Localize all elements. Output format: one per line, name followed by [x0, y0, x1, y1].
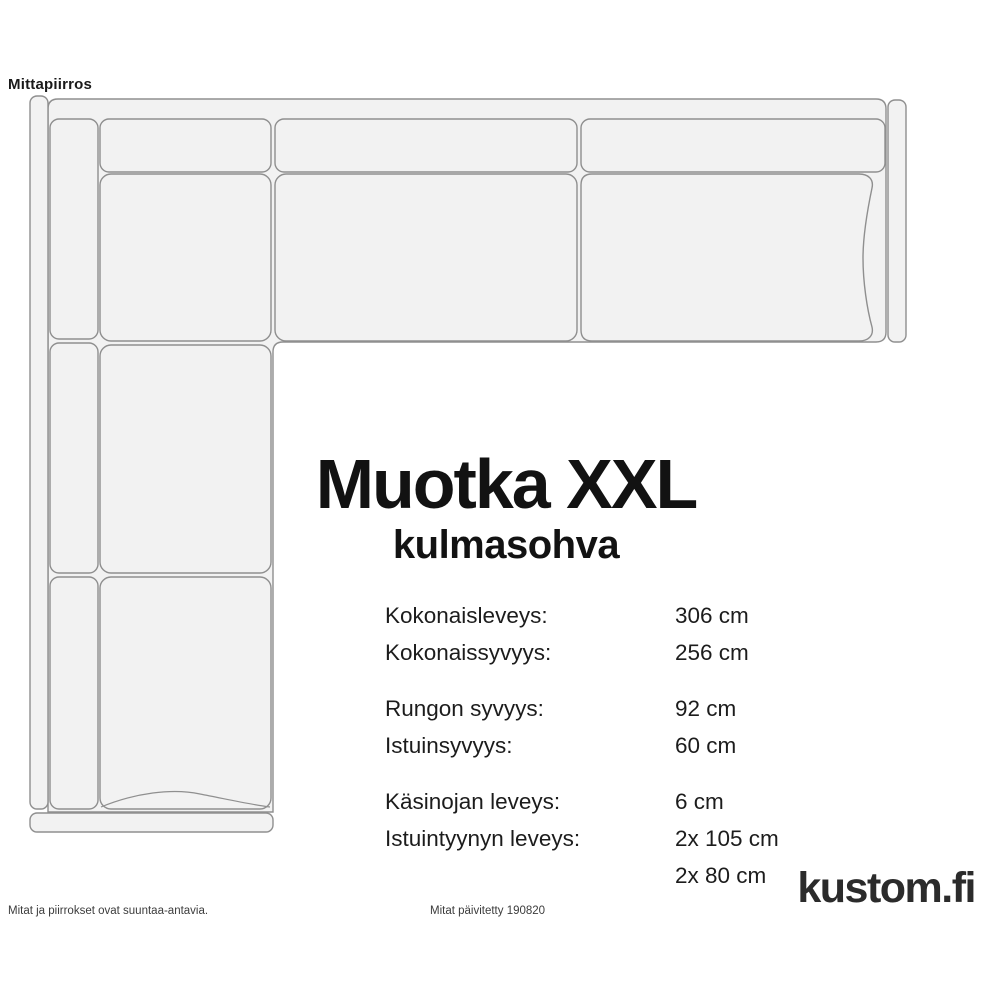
spec-value: 256 cm [675, 640, 749, 665]
left-armrest [30, 96, 48, 809]
spec-label: Istuinsyvyys: [385, 733, 513, 758]
diagram-label: Mittapiirros [8, 76, 93, 93]
spec-label: Kokonaisleveys: [385, 603, 548, 628]
spec-value: 306 cm [675, 603, 749, 628]
spec-value: 2x 80 cm [675, 863, 767, 888]
spec-row [385, 690, 805, 727]
disclaimer-text: Mitat ja piirrokset ovat suuntaa-antavia. [8, 905, 209, 917]
spec-label: Rungon syvyys: [385, 696, 544, 721]
spec-label: Istuintyynyn leveys: [385, 826, 581, 851]
left-back-cushion-bottom [50, 577, 98, 809]
spec-value: 6 cm [675, 789, 724, 814]
spec-value: 60 cm [675, 733, 737, 758]
spec-group-widths [385, 783, 805, 894]
spec-row [385, 857, 805, 894]
middle-back-cushion [275, 119, 577, 172]
product-subtitle: kulmasohva [392, 523, 620, 567]
right-back-cushion [581, 119, 885, 172]
product-title-block [315, 445, 697, 567]
updated-date-text: Mitat päivitetty 190820 [430, 905, 546, 917]
left-back-cushion-middle [50, 343, 98, 573]
spec-row [385, 634, 805, 671]
spec-group-overall [385, 597, 805, 671]
spec-row [385, 727, 805, 764]
front-chaise-cushion [100, 577, 271, 809]
spec-label: Käsinojan leveys: [385, 789, 561, 814]
middle-chaise-cushion [100, 345, 271, 573]
middle-seat-cushion [275, 174, 577, 341]
chaise-front-rail [30, 813, 273, 832]
spec-list [385, 597, 805, 913]
spec-group-depths [385, 690, 805, 764]
product-title: Muotka XXL [315, 445, 697, 523]
corner-back-cushion [100, 119, 271, 172]
left-back-cushion-top [50, 119, 98, 339]
spec-row [385, 783, 805, 820]
right-seat-cushion [581, 174, 872, 341]
spec-row [385, 820, 805, 857]
brand-logo: kustom.fi [797, 864, 975, 912]
spec-label [385, 857, 675, 894]
spec-row [385, 597, 805, 634]
spec-value: 92 cm [675, 696, 737, 721]
spec-label: Kokonaissyvyys: [385, 640, 552, 665]
spec-value: 2x 105 cm [675, 826, 779, 851]
right-armrest [888, 100, 906, 342]
corner-seat-cushion [100, 174, 271, 341]
